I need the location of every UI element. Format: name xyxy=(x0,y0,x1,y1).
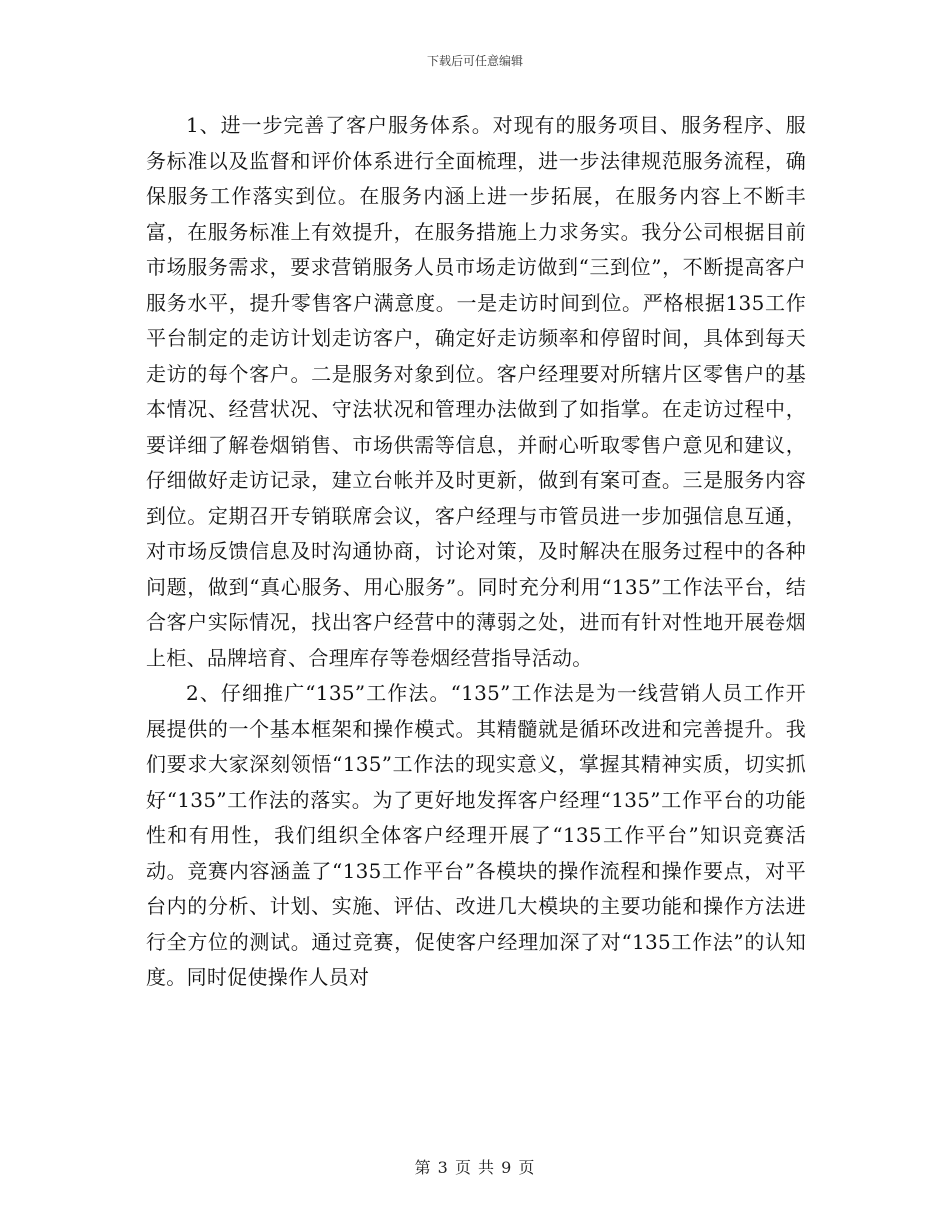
paragraph-2: 2、仔细推广“135”工作法。“135”工作法是为一线营销人员工作开展提供的一个基本框架和操作模式。其精髓就是循环改进和完善提升。我们要求大家深刻领悟“135”工作法的现实意义，掌握其精神实质，切实抓好“135”工作法的落实。为了更好地发挥客户经理“135”工作平台的功能性和有用性，我们组织全体客户经理开展了“135工作平台”知识竞赛活动。竞赛内容涵盖了“135工作平台”各模块的操作流程和操作要点，对平台内的分析、计划、实施、评估、改进几大模块的主要功能和操作方法进行全方位的测试。通过竞赛，促使客户经理加深了对“135工作法”的认知度。同时促使操作人员对 xyxy=(146,681,806,989)
document-body xyxy=(146,108,806,996)
page-number: 第 3 页 共 9 页 xyxy=(414,1158,536,1177)
paragraph-1: 1、进一步完善了客户服务体系。对现有的服务项目、服务程序、服务标准以及监督和评价体系进行全面梳理，进一步法律规范服务流程，确保服务工作落实到位。在服务内涵上进一步拓展，在服务内容上不断丰富，在服务标准上有效提升，在服务措施上力求务实。我分公司根据目前市场服务需求，要求营销服务人员市场走访做到“三到位”，不断提高客户服务水平，提升零售客户满意度。一是走访时间到位。严格根据135工作平台制定的走访计划走访客户，确定好走访频率和停留时间，具体到每天走访的每个客户。二是服务对象到位。客户经理要对所辖片区零售户的基本情况、经营状况、守法状况和管理办法做到了如指掌。在走访过程中，要详细了解卷烟销售、市场供需等信息，并耐心听取零售户意见和建议，仔细做好走访记录，建立台帐并及时更新，做到有案可查。三是服务内容到位。定期召开专销联席会议，客户经理与市管员进一步加强信息互通，对市场反馈信息及时沟通协商，讨论对策，及时解决在服务过程中的各种问题，做到“真心服务、用心服务”。同时充分利用“135”工作法平台，结合客户实际情况，找出客户经营中的薄弱之处，进而有针对性地开展卷烟上柜、品牌培育、合理库存等卷烟经营指导活动。 xyxy=(146,113,806,670)
page-header-note: 下载后可任意编辑 xyxy=(426,54,523,68)
